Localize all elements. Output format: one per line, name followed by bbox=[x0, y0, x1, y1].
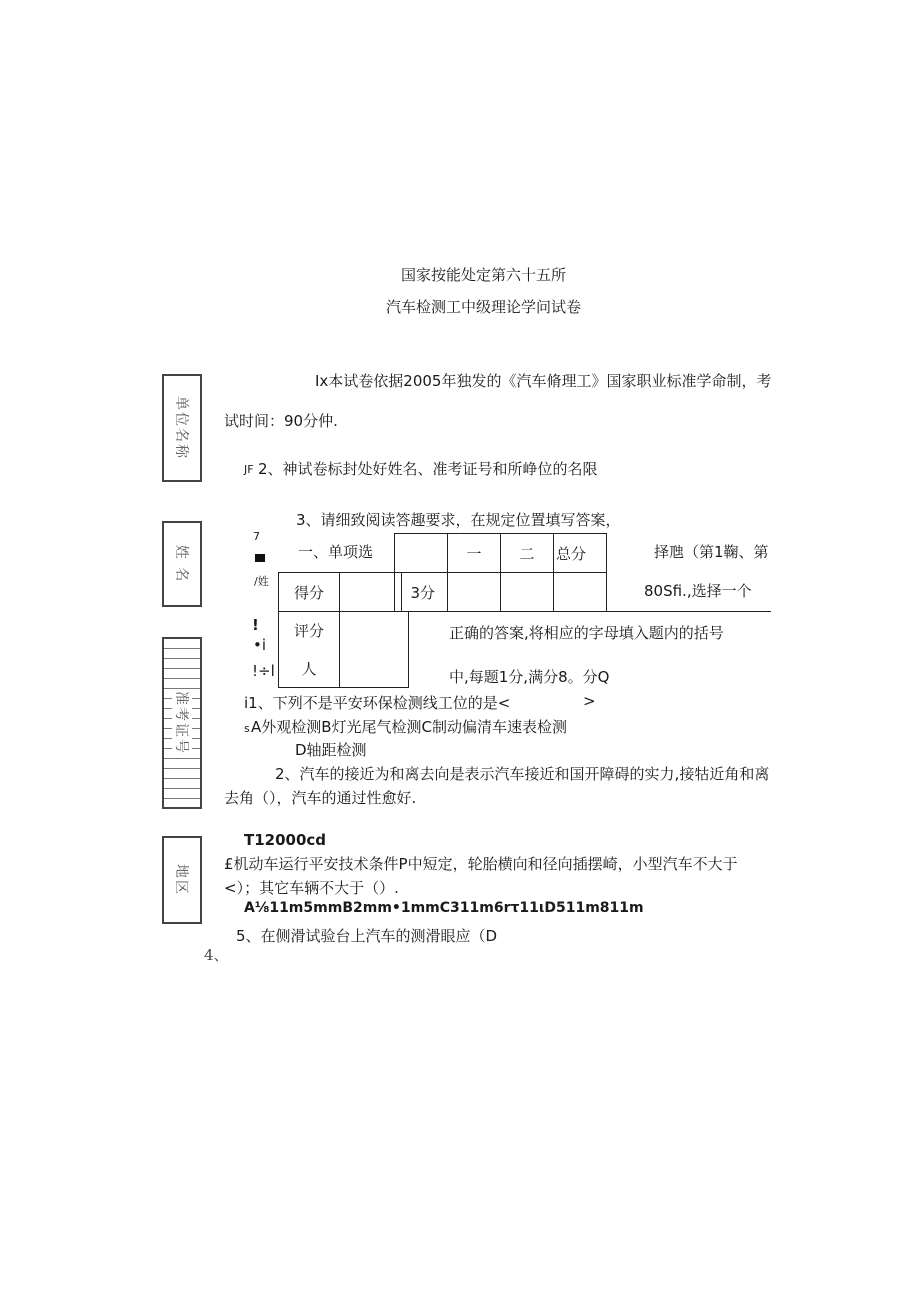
score-header-total: 总分 bbox=[553, 533, 607, 573]
score-cell-one[interactable] bbox=[447, 572, 501, 612]
score-cell[interactable] bbox=[339, 572, 395, 612]
margin-mark: •i bbox=[253, 636, 267, 654]
score-cell-two[interactable] bbox=[500, 572, 554, 612]
section-desc-line-2: 80Sfi.,选择一个 bbox=[644, 582, 752, 600]
margin-square-mark bbox=[255, 554, 265, 562]
org-title: 国家按能处定第六十五所 bbox=[401, 266, 567, 284]
margin-mark: !÷l bbox=[252, 662, 275, 680]
score-row-label: 得分 bbox=[278, 572, 340, 612]
exam-title: 汽车检测工中级理论学问试卷 bbox=[386, 298, 582, 316]
instruction-1-line-1: Ix本试卷依据2005年独发的《汽车脩理工》国家职业标准学命制，考 bbox=[315, 372, 772, 390]
side-box-region bbox=[162, 836, 202, 924]
margin-mark: /姓 bbox=[254, 575, 269, 588]
question-1-stem: i1、下列不是平安环保检测线工位的是< bbox=[244, 694, 511, 712]
score-header-two: 二 bbox=[500, 533, 554, 573]
grader-cell[interactable] bbox=[339, 611, 409, 688]
score-header-blank bbox=[394, 533, 448, 573]
question-1-option-d: D轴距检测 bbox=[295, 741, 367, 759]
instruction-1-line-2: 试时间：90分仲. bbox=[224, 412, 338, 430]
score-cell-total[interactable] bbox=[553, 572, 607, 612]
section-desc-line-1: 择虺（第1鞠、第 bbox=[654, 543, 769, 561]
section-rule bbox=[607, 611, 771, 612]
instruction-2: 2、神试卷标封处好姓名、准考证号和所峥位的名限 bbox=[258, 460, 598, 478]
grader-row-label bbox=[278, 611, 340, 688]
section-desc-line-4: 中,每题1分,满分8。分Q bbox=[449, 668, 610, 686]
side-box-unit-name bbox=[162, 374, 202, 482]
question-4-line-1: £机动车运行平安技术条件P中短定，轮胎横向和径向插摆崎，小型汽车不大于 bbox=[224, 855, 738, 873]
section-desc-line-3: 正确的答案,将相应的字母填入题内的括号 bbox=[449, 624, 724, 642]
question-2-line-1: 2、汽车的接近为和离去向是表示汽车接近和国开障碍的实力,接牯近角和离 bbox=[275, 765, 770, 783]
grader-label-line-1: 评分 bbox=[293, 622, 324, 641]
question-2-line-2: 去角（），汽车的通过性愈好. bbox=[224, 789, 417, 807]
instruction-3: 3、请细致阅读答趣要求，在规定位置填写答案， bbox=[296, 511, 621, 529]
score-header-one: 一 bbox=[447, 533, 501, 573]
score-cell-points: 3分 bbox=[394, 572, 448, 612]
question-1-options: A外观检测B灯光尾气检测C制动偏清车速表检测 bbox=[251, 718, 568, 736]
instruction-2-prefix: JF bbox=[244, 463, 254, 476]
grader-label-line-2: 人 bbox=[301, 659, 317, 678]
question-4-line-2: <）；其它车辆不大于（）. bbox=[224, 879, 399, 897]
score-cell-divider bbox=[401, 572, 402, 612]
question-1-close: > bbox=[583, 692, 596, 710]
side-label-ticket-no: 准考证号 bbox=[172, 689, 192, 757]
question-3-line: T12000cd bbox=[244, 831, 327, 849]
question-4-options: A⅛11m5mmB2mm•1mmC311m6rτ11ιD511m811m bbox=[244, 900, 644, 916]
question-5-line: 5、在侧滑试验台上汽车的测滑眼应（D bbox=[236, 927, 498, 945]
section-1-label: 一、单项选 bbox=[298, 543, 374, 561]
side-label-name: 姓 名 bbox=[173, 544, 189, 584]
margin-mark: ! bbox=[252, 616, 259, 634]
side-label-region: 地区 bbox=[173, 864, 189, 896]
margin-mark: 7 bbox=[253, 530, 260, 543]
side-box-name bbox=[162, 521, 202, 607]
side-box-ticket-no bbox=[162, 637, 202, 809]
side-label-unit-name: 单位名称 bbox=[173, 396, 189, 460]
question-1-options-prefix: s bbox=[244, 722, 250, 735]
margin-mark: 4、 bbox=[204, 946, 229, 964]
